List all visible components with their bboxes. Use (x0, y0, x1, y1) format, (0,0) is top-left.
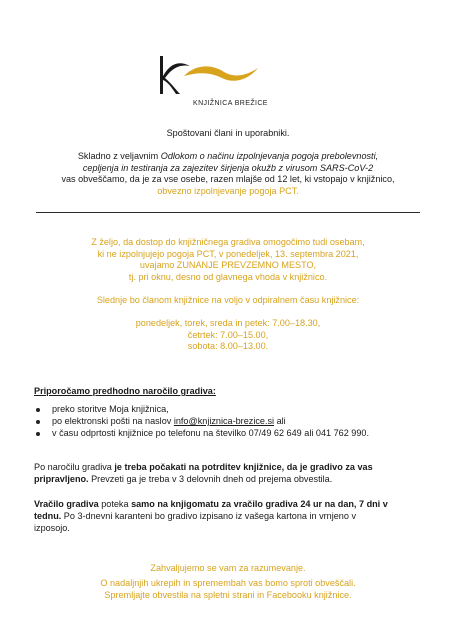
returns-line-1-a: Vračilo gradiva (34, 499, 99, 509)
returns-line-1-b: poteka (98, 499, 132, 509)
recommend-item-2 (52, 416, 286, 427)
returns-line-1 (34, 499, 388, 510)
bullet-1 (36, 408, 40, 412)
schedule-line-1: ponedeljek, torek, sreda in petek: 7.00–18.30, (135, 318, 321, 328)
returns-line-2 (34, 511, 356, 522)
section-divider (36, 212, 420, 213)
pickup-line-3: uvajamo ZUNANJE PREVZEMNO MESTO, (139, 260, 317, 270)
pickup-line-4: tj. pri oknu, desno od glavnega vhoda v knjižnico. (128, 271, 328, 282)
bullet-2 (36, 420, 40, 424)
intro-line-2: cepljenja in testiranja za zajezitev širjenja okužb z virusom SARS-CoV-2 (82, 162, 374, 173)
closing-thanks: Zahvaljujemo se vam za razumevanje. (150, 563, 306, 573)
schedule-line-2: četrtek: 7.00–15.00, (187, 329, 269, 340)
returns-line-1-c: samo na knjigomatu za vračilo gradiva 24 ur na dan, 7 dni v (131, 499, 388, 509)
email-link[interactable]: info@knjiznica-brezice.si (173, 416, 275, 426)
intro-line-4: obvezno izpolnjevanje pogoja PCT. (157, 185, 299, 196)
order-line-2-bold: pripravljeno. (34, 474, 89, 484)
closing-line-2: Spremljajte obvestila na spletni strani in Facebooku knjižnice. (104, 590, 352, 600)
order-line-1 (34, 462, 373, 473)
order-line-2 (34, 474, 332, 485)
order-line-2-post: Prevzeti ga je treba v 3 delovnih dneh od prejema obvestila. (88, 474, 333, 484)
recommend-item-2-pre: po elektronski pošti na naslov (52, 416, 174, 426)
returns-line-2-a: tednu. (34, 511, 62, 521)
recommend-item-3: v času odprtosti knjižnice po telefonu na številko 07/49 62 649 ali 041 762 990. (52, 428, 369, 438)
pickup-line-2: ki ne izpolnjujejo pogoja PCT, v ponedeljek, 13. septembra 2021, (97, 248, 359, 259)
pickup-line-1: Z željo, da dostop do knjižničnega gradiva omogočimo tudi osebam, (91, 237, 365, 247)
bullet-3 (36, 432, 40, 436)
schedule-intro: Slednje bo članom knjižnice na voljo v odpiralnem času knjižnice: (96, 295, 360, 305)
recommend-heading: Priporočamo predhodno naročilo gradiva: (34, 386, 216, 396)
schedule-line-3: sobota: 8.00–13.00. (187, 341, 269, 351)
intro-line-1 (0, 151, 456, 162)
recommend-item-2-post: ali (274, 416, 286, 426)
decree-name: Odlokom o načinu izpolnjevanja pogoja prebolevnosti, (160, 151, 379, 161)
logo-text: KNJIŽNICA BREŽICE (193, 100, 268, 107)
recommend-item-1: preko storitve Moja knjižnica, (52, 404, 169, 414)
library-logo (150, 50, 330, 110)
order-line-1-pre: Po naročilu gradiva (34, 462, 115, 472)
closing-line-1: O nadaljnjih ukrepih in spremembah vas bomo sproti obveščali. (100, 578, 356, 588)
returns-line-3: izposojo. (34, 523, 70, 533)
intro-line-3: vas obveščamo, da je za vse osebe, razen mlajše od 12 let, ki vstopajo v knjižnico, (61, 174, 395, 184)
returns-line-2-b: Po 3-dnevni karanteni bo gradivo izpisano iz vašega kartona in vrnjeno v (61, 511, 356, 521)
logo-mark-icon (150, 50, 330, 98)
order-line-1-bold: je treba počakati na potrditev knjižnice, da je gradivo za vas (114, 462, 373, 472)
intro-line-1-pre: Skladno z veljavnim (77, 151, 161, 161)
greeting: Spoštovani člani in uporabniki. (166, 128, 290, 138)
